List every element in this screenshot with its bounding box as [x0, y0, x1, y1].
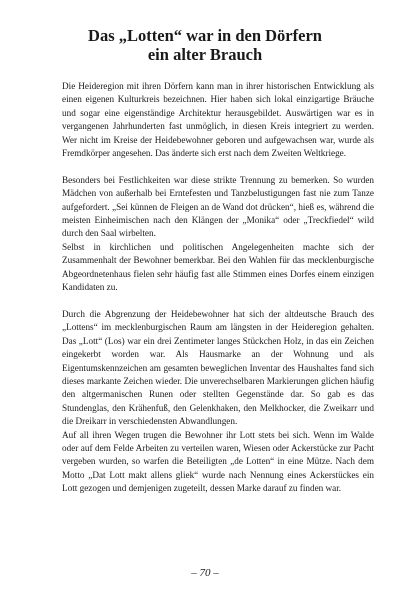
paragraph-4: Durch die Abgrenzung der Heidebewohner hat sich der altdeutsche Brauch des „Lottens“ im mecklenburgischen Raum am längsten in der Heideregion gehalten. Das „Lott“ (Los) war ein drei Zentimeter langes Stückchen Holz, in das ein Zeichen eingekerbt worden war. Als Hausmarke an der Wohnung und als Eigentumskennzeichen am gesamten beweglichen Inventar des Haushaltes fand sich dieses markante Zeichen wieder. Die unverechselbaren Markierungen glichen häufig den altgermanischen Runen oder stellten Gegenstände dar. So gab es das Stundenglas, den Krähenfuß, den Gelenkhaken, den Melkhocker, die Zweikarr und die Dreikarr in verschiedensten Abwandlungen. — [62, 308, 374, 427]
paragraph-3: Selbst in kirchlichen und politischen Angelegenheiten machte sich der Zusammenhalt der Bewohner bemerkbar. Bei den Wahlen für das mecklenburgische Abgeordnetenhaus fielen sehr häufig fast alle Stimmen eines Dorfes einem einzigen Kandidaten zu. — [62, 241, 374, 293]
title-line-2: ein alter Brauch — [147, 45, 263, 64]
page-number: – 70 – — [191, 567, 219, 579]
paragraph-2: Besonders bei Festlichkeiten war diese strikte Trennung zu bemerken. So wurden Mädchen von außerhalb bei Erntefesten und Tanzbelustigungen fast nie zum Tanze aufgefordert. „Sei künnen de Fleigen an de Wand dot drücken“, hieß es, während die meisten Einheimischen nach den Klängen der „Monika“ oder „Treckfiedel“ wild durch den Saal wirbelten. — [62, 174, 374, 239]
page-title — [60, 26, 350, 64]
paragraph-1: Die Heideregion mit ihren Dörfern kann man in ihrer historischen Entwicklung als einen eigenen Kulturkreis bezeichnen. Hier haben sich lokal einzigartige Bräuche und sogar eine eigenständige Architektur herausgebildet. Auswärtigen war es in vergangenen Jahrhunderten fast unmöglich, in diesen Kreis integriert zu werden. Wer nicht im Kreise der Heidebewohner geboren und aufgewachsen war, wurde als Fremdkörper angesehen. Das änderte sich erst nach dem Zweiten Weltkriege. — [62, 81, 374, 159]
title-line-1: Das „Lotten“ war in den Dörfern — [88, 26, 322, 45]
body-text — [62, 80, 374, 496]
paragraph-5: Auf all ihren Wegen trugen die Bewohner ihr Lott stets bei sich. Wenn im Walde oder auf dem Felde Arbeiten zu verteilen waren, Wiesen oder Ackerstücke zur Pacht vergeben wurden, so warfen die Beteiligten „de Lotten“ in eine Mütze. Nach dem Motto „Dat Lott makt allens gliek“ wurde nach Nennung eines Ackerstückes ein Lott gezogen und demjenigen zugeteilt, dessen Marke darauf zu finden war. — [62, 429, 374, 494]
